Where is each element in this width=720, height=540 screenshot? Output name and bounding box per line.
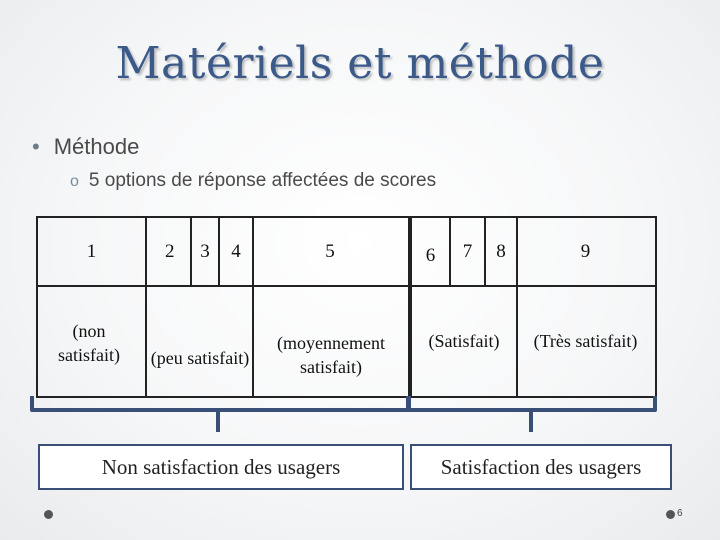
label-peu-satisfait: (peu satisfait) xyxy=(150,348,250,368)
score-7: 7 xyxy=(462,240,473,262)
label-tres-satisfait: (Très satisfait) xyxy=(533,330,638,351)
footer-dot-right-icon xyxy=(666,510,675,519)
scale-divider-left xyxy=(36,285,408,287)
label-satisfait: (Satisfait) xyxy=(428,330,500,351)
score-1: 1 xyxy=(86,240,97,262)
brace-right-icon xyxy=(405,392,661,436)
bullet-method-text: Méthode xyxy=(53,134,140,159)
label-non-satisfait: (non satisfait) xyxy=(58,321,120,365)
bullet-method xyxy=(32,134,139,160)
slide-title: Matériels et méthode xyxy=(115,38,605,89)
score-3: 3 xyxy=(200,240,210,262)
page-number: 6 xyxy=(677,508,683,519)
bullet-dot-icon: • xyxy=(32,134,40,159)
footer-dot-left-icon xyxy=(44,510,53,519)
score-5: 5 xyxy=(325,240,335,262)
score-4: 4 xyxy=(231,240,241,262)
caption-satisfaction: Satisfaction des usagers xyxy=(410,444,672,490)
caption-non-satisfaction: Non satisfaction des usagers xyxy=(38,444,404,490)
label-moyennement-satisfait: (moyennement satisfait) xyxy=(277,333,385,377)
brace-left-icon xyxy=(28,392,414,436)
bullet-options-text: 5 options de réponse affectées de scores xyxy=(88,170,437,191)
score-6: 6 xyxy=(425,244,436,266)
score-2: 2 xyxy=(165,240,175,262)
bullet-circle-icon: o xyxy=(70,173,79,190)
score-9: 9 xyxy=(580,240,591,262)
score-8: 8 xyxy=(496,240,506,262)
bullet-options xyxy=(70,170,436,192)
